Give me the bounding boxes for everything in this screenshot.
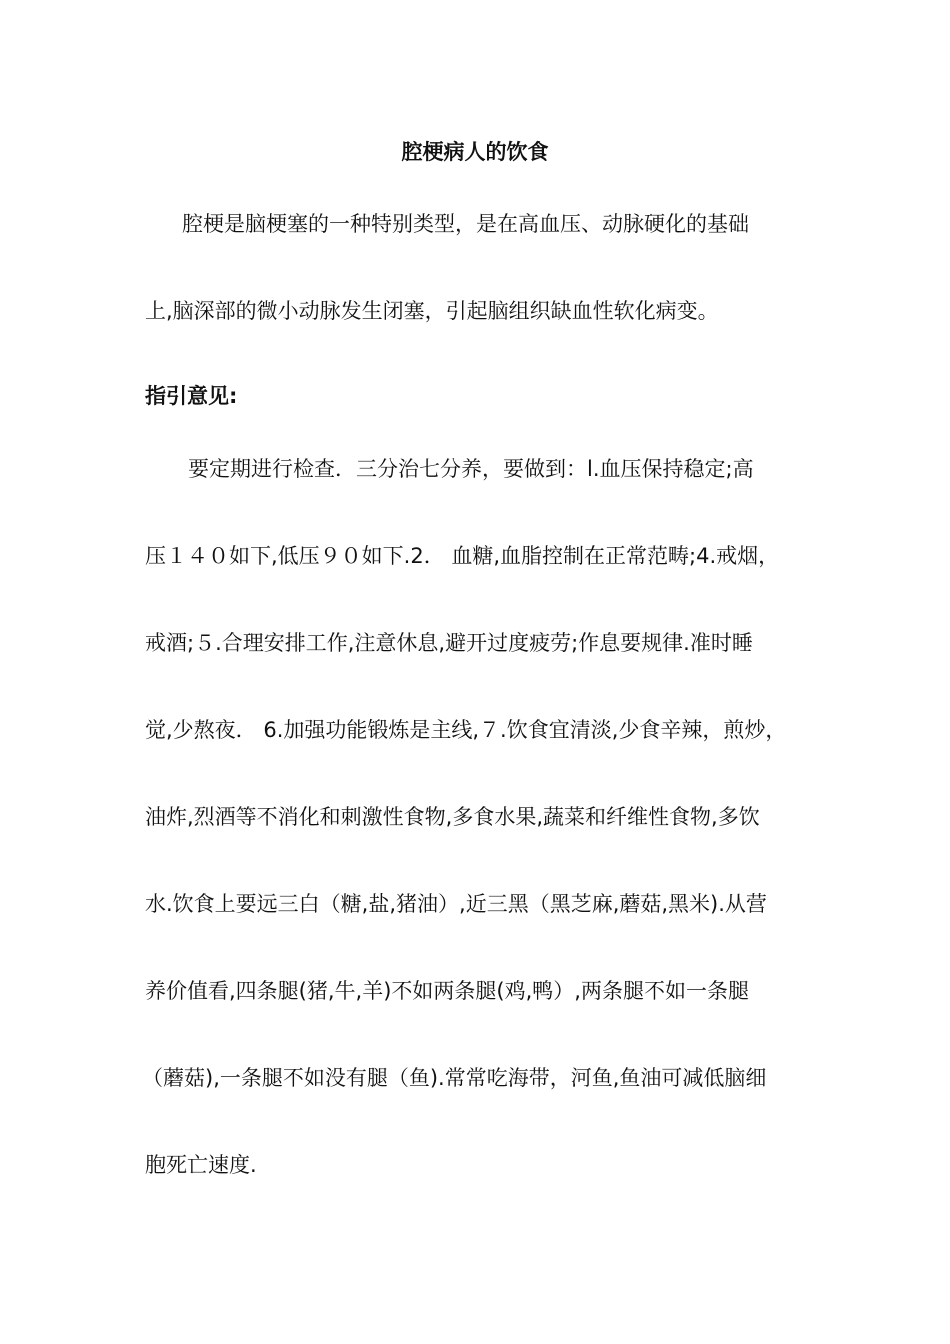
guidance-line: 觉,少熬夜． 6.加强功能锻炼是主线,７.饮食宜清淡,少食辛辣，煎炒， — [145, 718, 787, 742]
guidance-heading: 指引意见: — [145, 384, 238, 408]
guidance-line: 压１４０如下,低压９０如下.2． 血糖,血脂控制在正常范畴;4.戒烟， — [145, 544, 780, 568]
guidance-line: 油炸,烈酒等不消化和刺激性食物,多食水果,蔬菜和纤维性食物,多饮 — [145, 805, 760, 829]
intro-line: 腔梗是脑梗塞的一种特别类型，是在高血压、动脉硬化的基础 — [182, 212, 749, 236]
guidance-line: 养价值看,四条腿(猪,牛,羊)不如两条腿(鸡,鸭）,两条腿不如一条腿 — [145, 979, 749, 1003]
guidance-line: 要定期进行检查．三分治七分养，要做到：l.血压保持稳定;高 — [188, 457, 754, 481]
guidance-line: 水.饮食上要远三白（糖,盐,猪油）,近三黑（黑芝麻,蘑菇,黑米).从营 — [145, 892, 767, 916]
guidance-line: 戒酒;５.合理安排工作,注意休息,避开过度疲劳;作息要规律.准时睡 — [145, 631, 753, 655]
guidance-line: 胞死亡速度. — [145, 1153, 257, 1177]
intro-line: 上,脑深部的微小动脉发生闭塞，引起脑组织缺血性软化病变。 — [145, 299, 719, 323]
guidance-line: （蘑菇),一条腿不如没有腿（鱼).常常吃海带，河鱼,鱼油可减低脑细 — [142, 1066, 767, 1090]
document-title: 腔梗病人的饮食 — [401, 140, 549, 164]
